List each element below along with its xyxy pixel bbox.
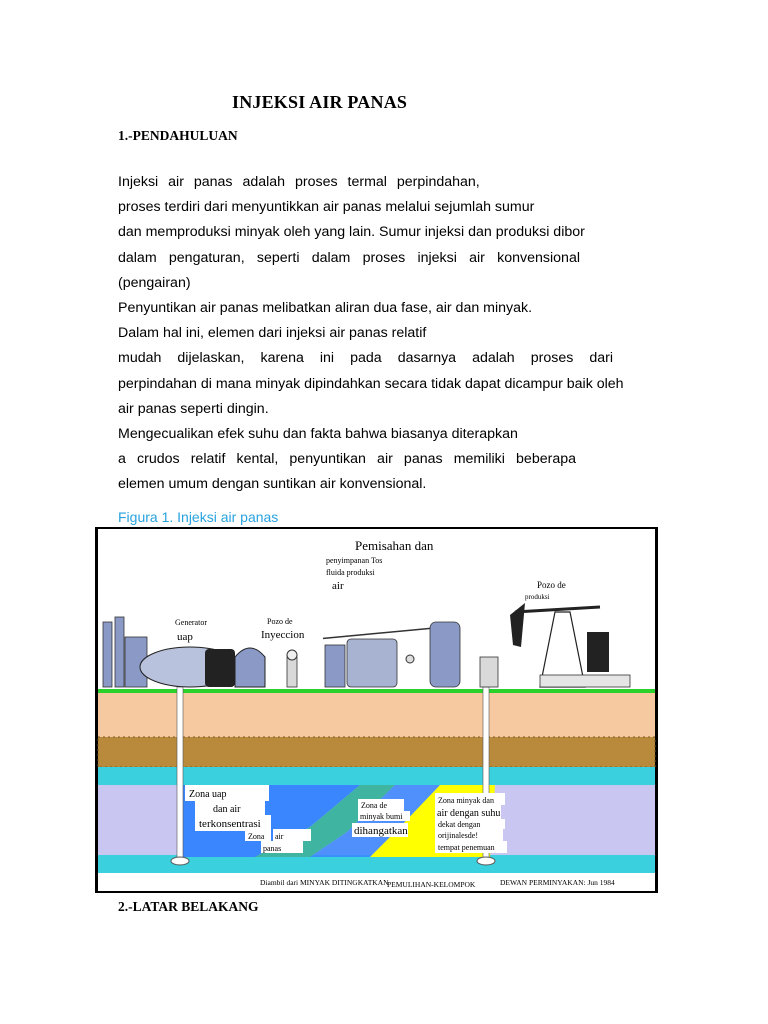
paragraph-line: dalam pengaturan, seperti dalam proses injeksi air konvensional — [118, 249, 580, 266]
label-original-zone: dekat dengan — [438, 820, 481, 829]
paragraph-line: a crudos relatif kental, penyuntikan air panas memiliki beberapa — [118, 451, 576, 468]
paragraph-line: Dalam hal ini, elemen dari injeksi air panas relatif — [118, 325, 427, 342]
label-hot-water-zone: Zona — [248, 832, 265, 841]
paragraph-line: proses terdiri dari menyuntikkan air panas melalui sejumlah sumur — [118, 199, 535, 216]
injection-well-bottom — [171, 857, 189, 865]
label-steam-zone: Zona uap — [189, 789, 227, 800]
paragraph-line: air panas seperti dingin. — [118, 400, 269, 417]
label-separation-sub: fluida produksi — [326, 568, 375, 577]
label-steam-zone: terkonsentrasi — [199, 818, 261, 830]
paragraph-line: elemen umum dengan suntikan air konvensional. — [118, 476, 427, 493]
injection-wellhead-icon — [287, 650, 297, 687]
figure-credit: Diambil dari MINYAK DITINGKATKAN — [260, 878, 389, 887]
label-original-zone: tempat penemuan — [438, 843, 495, 852]
label-separation-sub: air — [332, 580, 344, 592]
label-original-zone: Zona minyak dan — [438, 796, 494, 805]
label-generator: Generator — [175, 618, 207, 627]
label-production-well: Pozo de — [537, 580, 566, 590]
label-heated-oil-zone: Zona de — [361, 801, 387, 810]
hot-water-injection-figure — [95, 527, 658, 893]
label-injection-well-sub: Inyeccion — [261, 629, 305, 641]
label-original-zone: orijinalesde! — [438, 831, 478, 840]
figure-caption: Figura 1. Injeksi air panas — [118, 509, 279, 525]
production-well-bottom — [477, 857, 495, 865]
label-heated-oil-zone: minyak bumi — [360, 812, 403, 821]
paragraph-line: Penyuntikan air panas melibatkan aliran dua fase, air dan minyak. — [118, 300, 533, 317]
injection-well-pipe — [177, 687, 183, 859]
document-title: INJEKSI AIR PANAS — [232, 92, 408, 112]
figure-credit: DEWAN PERMINYAKAN: Jun 1984 — [500, 878, 615, 887]
paragraph-line: dan memproduksi minyak oleh yang lain. Sumur injeksi dan produksi dibor — [118, 224, 585, 241]
label-heated-oil-zone: dihangatkan — [354, 825, 408, 837]
label-box — [328, 577, 461, 593]
label-separation-title: Pemisahan dan — [355, 538, 434, 553]
intro-paragraph — [118, 170, 670, 498]
paragraph-line: Injeksi air panas adalah proses termal perpindahan, — [118, 174, 480, 190]
label-hot-water-zone: air — [275, 832, 284, 841]
section-heading-2: 2.-LATAR BELAKANG — [118, 899, 259, 914]
figure-credit: PEMULIHAN-KELOMPOK — [387, 880, 476, 889]
label-injection-well: Pozo de — [267, 617, 293, 626]
section-heading-1: 1.-PENDAHULUAN — [118, 128, 238, 143]
label-hot-water-zone: panas — [263, 844, 282, 853]
paragraph-line: mudah dijelaskan, karena ini pada dasarnya adalah proses dari — [118, 350, 613, 367]
label-original-zone: air dengan suhu — [437, 808, 501, 819]
paragraph-line: Mengecualikan efek suhu dan fakta bahwa biasanya diterapkan — [118, 426, 518, 443]
paragraph-line: perpindahan di mana minyak dipindahkan secara tidak dapat dicampur baik oleh — [118, 375, 624, 392]
figure-diagram — [95, 527, 658, 893]
label-steam-zone: dan air — [213, 804, 241, 815]
paragraph-line: (pengairan) — [118, 274, 191, 291]
label-generator-sub: uap — [177, 631, 193, 643]
label-separation-sub: penyimpanan Tos — [326, 556, 383, 565]
label-production-well-sub: produksi — [525, 593, 550, 601]
